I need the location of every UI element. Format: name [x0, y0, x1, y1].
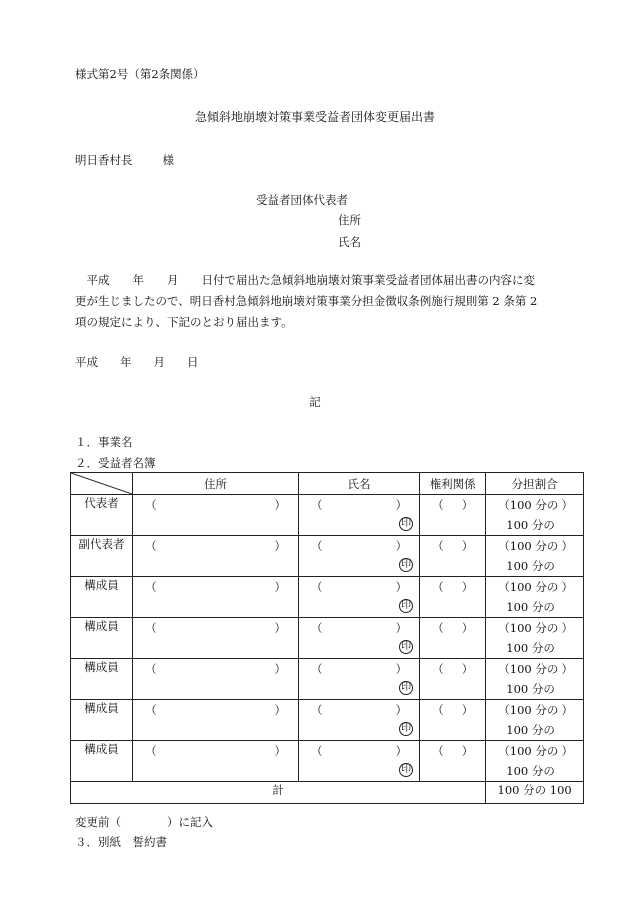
paren-close: ） [561, 498, 573, 512]
paren-close: ） [395, 580, 408, 594]
paren-close: ） [561, 744, 573, 758]
seal-icon: 印 [401, 682, 412, 693]
section-2-heading: ２．受益者名簿 [75, 456, 156, 470]
role-cell: 構成員 [71, 577, 133, 618]
role-cell: 構成員 [71, 659, 133, 700]
share-after: 100 分の [506, 641, 555, 655]
share-before: （100 分の [498, 744, 559, 758]
paren-open: （ [432, 498, 444, 512]
paren-close: ） [274, 498, 286, 512]
seal-icon: 印 [401, 518, 412, 529]
paren-close: ） [274, 662, 286, 676]
share-before: （100 分の [498, 662, 559, 676]
address-cell[interactable] [133, 495, 299, 536]
section-3-heading: ３．別紙 誓約書 [75, 835, 167, 849]
role-cell: 構成員 [71, 741, 133, 782]
section-1-heading: １．事業名 [75, 435, 133, 449]
paren-close: ） [274, 621, 286, 635]
body-line: 更が生じましたので、明日香村急傾斜地崩壊対策事業分担金徴収条例施行規則第 2 条第 2 [75, 294, 538, 308]
paren-open: （ [310, 662, 323, 676]
name-cell[interactable] [298, 495, 419, 536]
paren-open: （ [145, 539, 157, 553]
total-label: 計 [71, 782, 486, 804]
share-before: （100 分の [498, 580, 559, 594]
date-era: 平成 [75, 355, 98, 369]
change-note: 変更前（ ）に記入 [75, 815, 213, 829]
header-name: 氏名 [298, 473, 419, 495]
total-value: 100 分の 100 [486, 782, 584, 804]
share-after: 100 分の [506, 764, 555, 778]
paren-open: （ [145, 662, 157, 676]
table-row [71, 700, 584, 741]
share-cell[interactable] [486, 536, 584, 577]
header-address: 住所 [133, 473, 299, 495]
share-cell[interactable] [486, 741, 584, 782]
paren-close: ） [274, 744, 286, 758]
share-after: 100 分の [506, 518, 555, 532]
address-cell[interactable] [133, 536, 299, 577]
address-cell[interactable] [133, 618, 299, 659]
paren-close: ） [561, 662, 573, 676]
share-cell[interactable] [486, 495, 584, 536]
paren-open: （ [432, 662, 444, 676]
paren-open: （ [432, 744, 444, 758]
paren-open: （ [310, 498, 323, 512]
paren-close: ） [461, 539, 474, 553]
date-year: 年 [120, 355, 132, 369]
rights-cell[interactable] [420, 536, 486, 577]
share-after: 100 分の [506, 682, 555, 696]
paren-close: ） [461, 703, 474, 717]
seal-icon: 印 [401, 559, 412, 570]
header-corner-cell [71, 473, 133, 495]
paren-close: ） [274, 580, 286, 594]
form-number: 様式第2号（第2条関係） [75, 67, 205, 81]
paren-close: ） [461, 662, 474, 676]
paren-open: （ [310, 621, 323, 635]
body-paragraph [75, 270, 571, 333]
paren-open: （ [310, 703, 323, 717]
role-cell: 副代表者 [71, 536, 133, 577]
header-rights: 権利関係 [420, 473, 486, 495]
paren-close: ） [461, 580, 474, 594]
share-cell[interactable] [486, 659, 584, 700]
seal-icon: 印 [401, 764, 412, 775]
date-day: 日 [187, 355, 199, 369]
paren-close: ） [395, 621, 408, 635]
name-cell[interactable] [298, 536, 419, 577]
name-cell[interactable] [298, 577, 419, 618]
paren-close: ） [561, 621, 573, 635]
body-line: 平成 年 月 日付で届出た急傾斜地崩壊対策事業受益者団体届出書の内容に変 [75, 273, 535, 287]
paren-open: （ [145, 580, 157, 594]
addressee-honorific: 様 [162, 153, 174, 167]
address-cell[interactable] [133, 577, 299, 618]
paren-open: （ [145, 621, 157, 635]
name-cell[interactable] [298, 700, 419, 741]
paren-open: （ [310, 744, 323, 758]
share-after: 100 分の [506, 600, 555, 614]
paren-close: ） [461, 621, 474, 635]
name-cell[interactable] [298, 741, 419, 782]
seal-icon: 印 [401, 723, 412, 734]
paren-open: （ [432, 580, 444, 594]
share-after: 100 分の [506, 723, 555, 737]
paren-open: （ [145, 498, 157, 512]
share-cell[interactable] [486, 700, 584, 741]
role-cell: 構成員 [71, 618, 133, 659]
share-cell[interactable] [486, 577, 584, 618]
share-before: （100 分の [498, 498, 559, 512]
representative-address-label: 住所 [338, 213, 361, 227]
representative-name-label: 氏名 [338, 235, 361, 249]
rights-cell[interactable] [420, 618, 486, 659]
address-cell[interactable] [133, 659, 299, 700]
name-cell[interactable] [298, 659, 419, 700]
paren-open: （ [432, 703, 444, 717]
addressee [75, 152, 174, 168]
seal-icon: 印 [401, 600, 412, 611]
paren-close: ） [561, 539, 573, 553]
table-row [71, 618, 584, 659]
rights-cell[interactable] [420, 700, 486, 741]
paren-close: ） [395, 539, 408, 553]
table-header-row [71, 473, 584, 495]
paren-open: （ [310, 580, 323, 594]
document-title: 急傾斜地崩壊対策事業受益者団体変更届出書 [194, 110, 435, 124]
share-after: 100 分の [506, 559, 555, 573]
paren-close: ） [395, 744, 408, 758]
paren-open: （ [145, 744, 157, 758]
name-cell[interactable] [298, 618, 419, 659]
rights-cell[interactable] [420, 659, 486, 700]
share-cell[interactable] [486, 618, 584, 659]
paren-close: ） [561, 703, 573, 717]
address-cell[interactable] [133, 700, 299, 741]
paren-close: ） [395, 703, 408, 717]
beneficiary-roster-table [70, 472, 584, 804]
paren-open: （ [310, 539, 323, 553]
table-row [71, 536, 584, 577]
body-line: 項の規定により、下記のとおり届出ます。 [75, 315, 293, 329]
seal-icon: 印 [401, 641, 412, 652]
paren-close: ） [395, 662, 408, 676]
paren-open: （ [432, 621, 444, 635]
paren-close: ） [561, 580, 573, 594]
role-cell: 代表者 [71, 495, 133, 536]
role-cell: 構成員 [71, 700, 133, 741]
paren-close: ） [461, 744, 474, 758]
table-row [71, 577, 584, 618]
date-month: 月 [153, 355, 165, 369]
table-row [71, 495, 584, 536]
ki-heading: 記 [309, 395, 321, 409]
share-before: （100 分の [498, 703, 559, 717]
share-before: （100 分の [498, 539, 559, 553]
addressee-name: 明日香村長 [75, 153, 133, 167]
address-cell[interactable] [133, 741, 299, 782]
header-share: 分担割合 [486, 473, 584, 495]
share-before: （100 分の [498, 621, 559, 635]
total-row [71, 782, 584, 804]
rights-cell[interactable] [420, 577, 486, 618]
paren-close: ） [461, 498, 474, 512]
representative-title: 受益者団体代表者 [256, 193, 348, 207]
table-row [71, 741, 584, 782]
paren-close: ） [395, 498, 408, 512]
table-row [71, 659, 584, 700]
submission-date [75, 354, 221, 370]
paren-open: （ [145, 703, 157, 717]
paren-close: ） [274, 539, 286, 553]
rights-cell[interactable] [420, 741, 486, 782]
rights-cell[interactable] [420, 495, 486, 536]
paren-close: ） [274, 703, 286, 717]
paren-open: （ [432, 539, 444, 553]
